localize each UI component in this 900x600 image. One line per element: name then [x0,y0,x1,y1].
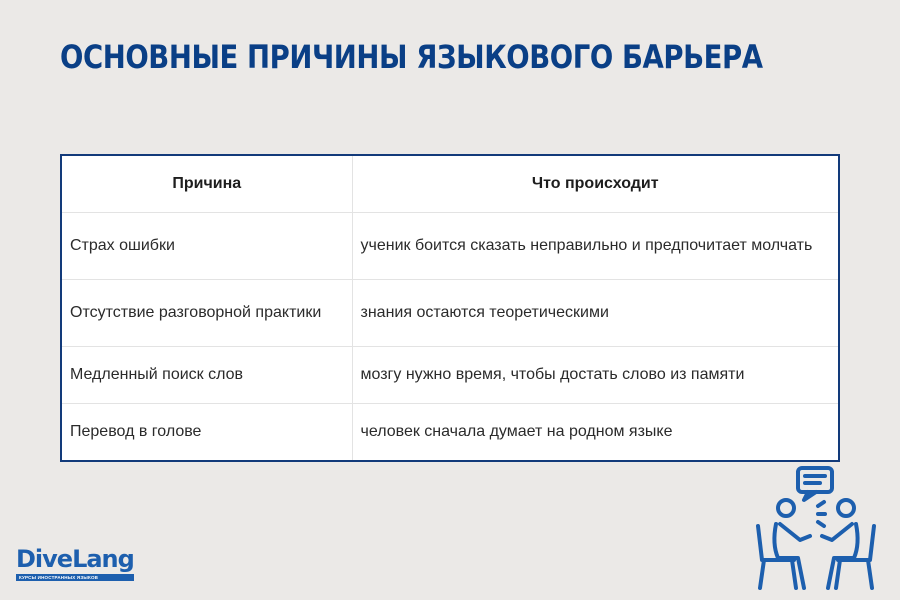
table-row [62,404,838,461]
divelang-logo [16,546,134,581]
cell-effect: человек сначала думает на родном языке [360,423,673,440]
page-title: ОСНОВНЫЕ ПРИЧИНЫ ЯЗЫКОВОГО БАРЬЕРА [60,38,763,76]
header-effect: Что происходит [352,156,838,213]
cell-effect: ученик боится сказать неправильно и предпочитает молчать [352,213,838,280]
table-row [62,280,838,347]
table-header-row [62,156,838,213]
table-row [62,347,838,404]
cell-cause: Отсутствие разговорной практики [62,280,352,347]
cell-effect: знания остаются теоретическими [352,280,838,347]
cell-cause: Страх ошибки [62,213,352,280]
two-people-conversation-icon [752,464,880,597]
cell-effect: мозгу нужно время, чтобы достать слово из памяти [352,347,838,404]
header-cause: Причина [62,156,352,213]
cell-cause: Перевод в голове [62,404,352,461]
logo-wordmark: DiveLang [16,545,134,573]
table-row [62,213,838,280]
causes-table [60,154,840,462]
logo-tagline: КУРСЫ ИНОСТРАННЫХ ЯЗЫКОВ [16,574,134,581]
cell-cause: Медленный поиск слов [62,347,352,404]
